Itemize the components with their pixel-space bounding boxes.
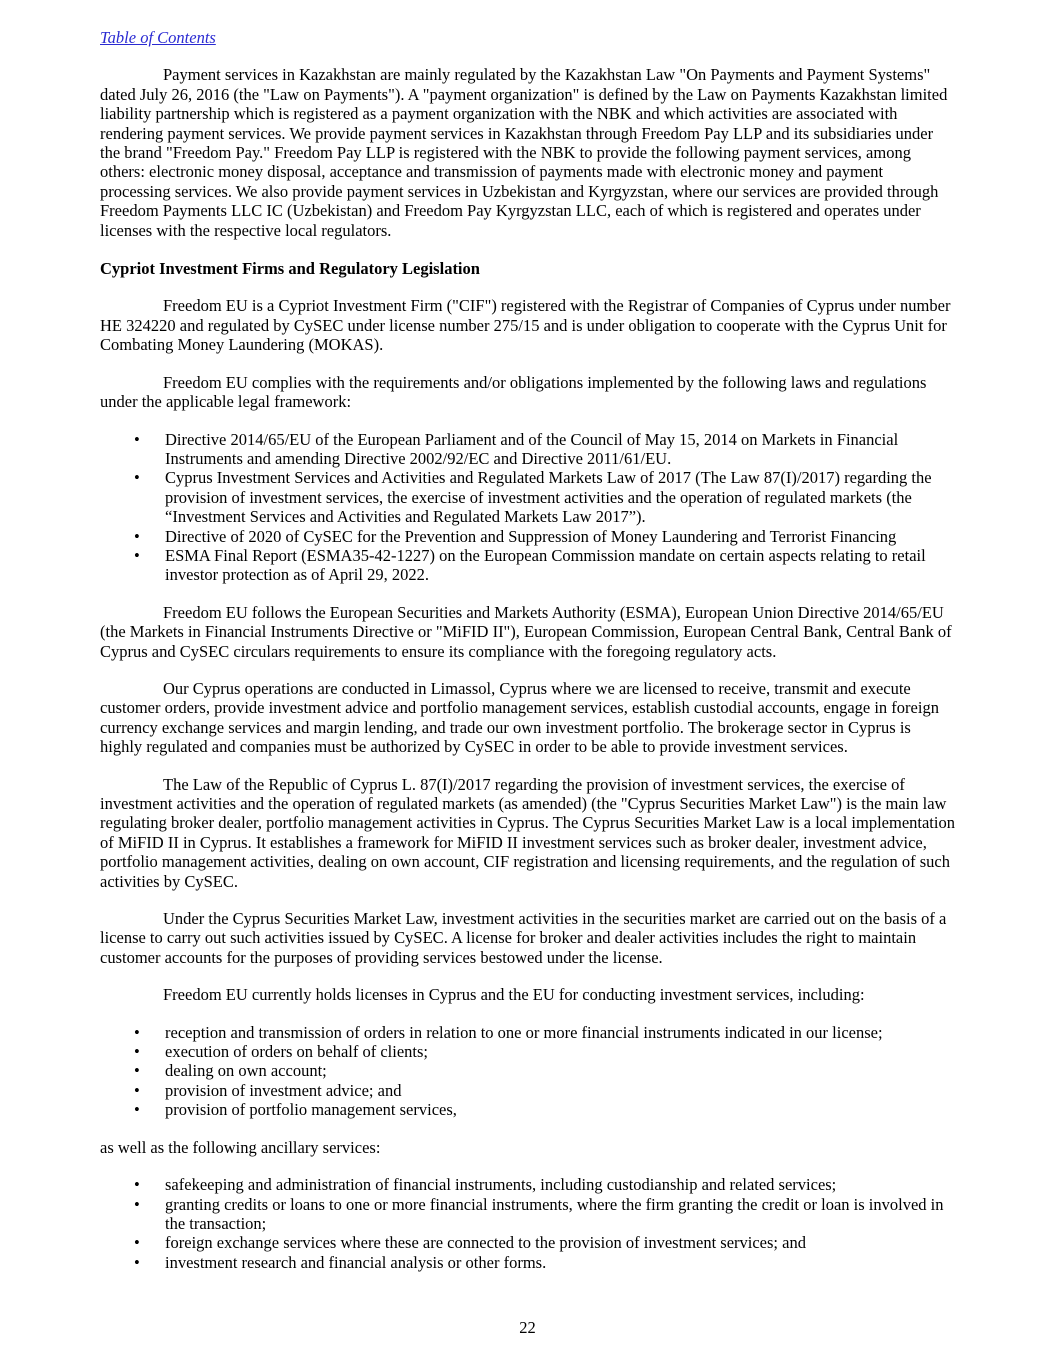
- list-item-text: ESMA Final Report (ESMA35-42-1227) on the European Commission mandate on certain aspects relating to retail investor protection as of April 29, 2022.: [165, 545, 926, 585]
- list-item: [100, 1042, 955, 1061]
- ancillary-services-list: [100, 1175, 955, 1272]
- paragraph-freedom-eu-complies: Freedom EU complies with the requirements and/or obligations implemented by the following laws and regulations under the applicable legal framework:: [100, 372, 927, 412]
- paragraph-ancillary-intro: as well as the following ancillary services:: [100, 1137, 381, 1157]
- paragraph-licenses-intro: Freedom EU currently holds licenses in Cyprus and the EU for conducting investment services, including:: [163, 985, 865, 1005]
- list-item-text: reception and transmission of orders in relation to one or more financial instruments indicated in our license;: [165, 1022, 883, 1042]
- list-item: [100, 1081, 955, 1100]
- bullet-icon: •: [134, 526, 140, 546]
- section-heading-cypriot-investment-firms: Cypriot Investment Firms and Regulatory Legislation: [100, 259, 480, 279]
- list-item: [100, 1253, 955, 1272]
- bullet-icon: •: [134, 1022, 140, 1042]
- laws-list: [100, 430, 955, 585]
- bullet-icon: •: [134, 468, 140, 488]
- bullet-icon: •: [134, 429, 140, 449]
- list-item: [100, 1175, 955, 1194]
- list-item-text: dealing on own account;: [165, 1061, 327, 1081]
- paragraph-freedom-eu-follows: Freedom EU follows the European Securities and Markets Authority (ESMA), European Union Directive 2014/65/EU (the Markets in Financial Instruments Directive or "MiFID II"), European Commission, European Central Bank, Central Bank of Cyprus and CySEC circulars requirements to ensure its compliance with the foregoing regulatory acts.: [100, 602, 952, 661]
- bullet-icon: •: [134, 545, 140, 565]
- list-item: [100, 1195, 955, 1234]
- list-item: [100, 1100, 955, 1119]
- list-item: [100, 527, 955, 546]
- list-item-text: Directive 2014/65/EU of the European Parliament and of the Council of May 15, 2014 on Markets in Financial Instruments and amending Directive 2002/92/EC and Directive 2011/61/EU.: [165, 429, 899, 468]
- list-item-text: execution of orders on behalf of clients;: [165, 1042, 428, 1062]
- bullet-icon: •: [134, 1080, 140, 1100]
- list-item-text: Directive of 2020 of CySEC for the Prevention and Suppression of Money Laundering and Terrorist Financing: [165, 526, 897, 546]
- page-number: 22: [519, 1317, 536, 1337]
- list-item-text: safekeeping and administration of financial instruments, including custodianship and related services;: [165, 1175, 837, 1195]
- list-item: [100, 1023, 955, 1042]
- list-item-text: granting credits or loans to one or more financial instruments, where the firm granting the credit or loan is involved in the transaction;: [165, 1194, 944, 1233]
- list-item-text: provision of portfolio management services,: [165, 1100, 457, 1120]
- paragraph-cyprus-operations: Our Cyprus operations are conducted in Limassol, Cyprus where we are licensed to receive, transmit and execute customer orders, provide investment advice and portfolio management services, establish custodial accounts, engage in foreign currency exchange services and margin lending, and trade our own investment portfolio. The brokerage sector in Cyprus is highly regulated and companies must be authorized by CySEC in order to be able to provide investment services.: [100, 678, 939, 757]
- list-item: [100, 430, 955, 469]
- bullet-icon: •: [134, 1042, 140, 1062]
- bullet-icon: •: [134, 1061, 140, 1081]
- bullet-icon: •: [134, 1100, 140, 1120]
- bullet-icon: •: [134, 1252, 140, 1272]
- paragraph-freedom-eu-cif: Freedom EU is a Cypriot Investment Firm ("CIF") registered with the Registrar of Companies of Cyprus under number HE 324220 and regulated by CySEC under license number 275/15 and is under obligation to cooperate with the Cyprus Unit for Combating Money Laundering (MOKAS).: [100, 296, 951, 355]
- list-item-text: provision of investment advice; and: [165, 1080, 402, 1100]
- list-item: [100, 468, 955, 526]
- paragraph-cyprus-law: The Law of the Republic of Cyprus L. 87(I)/2017 regarding the provision of investment services, the exercise of investment activities and the operation of regulated markets (as amended) (the "Cyprus Securities Market Law") is the main law regulating broker dealer, portfolio management activities in Cyprus. The Cyprus Securities Market Law is a local implementation of MiFID II in Cyprus. It establishes a framework for MiFID II investment services such as broker dealer, investment advice, portfolio management activities, dealing on own account, CIF registration and licensing requirements, and the regulation of such activities by CySEC.: [100, 774, 955, 891]
- table-of-contents-link[interactable]: Table of Contents: [100, 28, 216, 47]
- list-item: [100, 1061, 955, 1080]
- list-item: [100, 546, 955, 585]
- list-item: [100, 1233, 955, 1252]
- list-item-text: foreign exchange services where these are connected to the provision of investment services; and: [165, 1233, 806, 1253]
- bullet-icon: •: [134, 1175, 140, 1195]
- list-item-text: Cyprus Investment Services and Activities and Regulated Markets Law of 2017 (The Law 87(I)/2017) regarding the provision of investment services, the exercise of investment activities and the operation of regulated markets (the “Investment Services and Activities and Regulated Markets Law 2017”).: [165, 468, 932, 527]
- licenses-list: [100, 1023, 955, 1120]
- bullet-icon: •: [134, 1194, 140, 1214]
- bullet-icon: •: [134, 1233, 140, 1253]
- list-item-text: investment research and financial analysis or other forms.: [165, 1252, 547, 1272]
- paragraph-under-securities-law: Under the Cyprus Securities Market Law, investment activities in the securities market are carried out on the basis of a license to carry out such activities issued by CySEC. A license for broker and dealer activities includes the right to maintain customer accounts for the purposes of providing services bestowed under the license.: [100, 909, 947, 967]
- paragraph-kazakhstan-payments: Payment services in Kazakhstan are mainly regulated by the Kazakhstan Law "On Payments and Payment Systems" dated July 26, 2016 (the "Law on Payments"). A "payment organization" is defined by the Law on Payments Kazakhstan limited liability partnership which is registered as a payment organization with the NBK and which activities are associated with rendering payment services. We provide payment services in Kazakhstan through Freedom Pay LLP and its subsidiaries under the brand "Freedom Pay." Freedom Pay LLP is registered with the NBK to provide the following payment services, among others: electronic money disposal, acceptance and transmission of payments made with electronic money and payment processing services. We also provide payment services in Uzbekistan and Kyrgyzstan, where our services are provided through Freedom Payments LLC IC (Uzbekistan) and Freedom Pay Kyrgyzstan LLC, each of which is registered and operates under licenses with the respective local regulators.: [100, 65, 948, 240]
